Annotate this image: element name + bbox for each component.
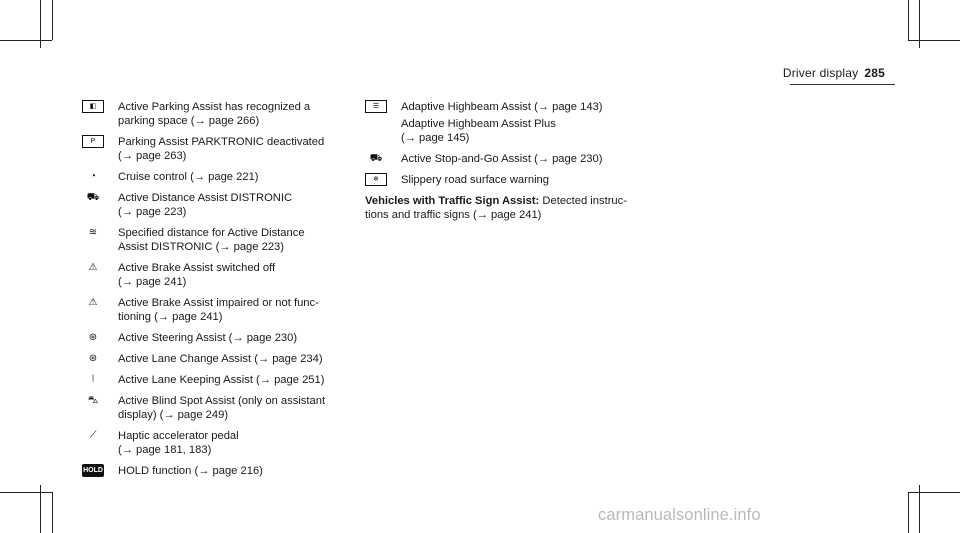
brake-assist-impaired-icon: ⚠	[88, 296, 98, 308]
hold-icon: HOLD	[82, 464, 104, 477]
lane-keeping-assist-icon: ⦚	[91, 373, 95, 385]
lane-change-assist-icon: ⊛	[88, 352, 98, 364]
list-item	[82, 191, 347, 219]
crop-mark	[908, 492, 909, 533]
entry-text: Haptic accelerator pedal (→ page 181, 183)	[118, 430, 239, 456]
section-title: Driver display	[782, 66, 859, 80]
traffic-sign-label: Vehicles with Traffic Sign Assist:	[365, 195, 540, 207]
list-item	[82, 464, 347, 478]
slippery-road-icon: ❄	[365, 173, 387, 186]
blind-spot-assist-icon: ⛍	[87, 394, 99, 406]
page-number: 285	[864, 66, 885, 80]
haptic-pedal-icon: ⟋	[89, 429, 97, 441]
entry-text: Active Parking Assist has recognized a parking space (→ page 266)	[118, 101, 311, 127]
list-item	[82, 429, 347, 457]
entry-text: Active Brake Assist impaired or not func- tioning (→ page 241)	[118, 297, 319, 323]
crop-mark	[0, 492, 52, 493]
distronic-icon: ⛟	[86, 191, 100, 203]
entry-text: Specified distance for Active Distance Assist DISTRONIC (→ page 223)	[118, 227, 305, 253]
entry-text: Cruise control (→ page 221)	[118, 171, 259, 183]
crop-mark	[52, 0, 53, 40]
list-item	[82, 296, 347, 324]
entry-subtext: Adaptive Highbeam Assist Plus (→ page 145)	[401, 118, 556, 144]
list-item	[82, 261, 347, 289]
crop-mark	[908, 40, 960, 41]
entry-text: Active Stop-and-Go Assist (→ page 230)	[401, 153, 603, 165]
list-item	[82, 170, 347, 184]
list-item	[365, 152, 630, 166]
entry-text: Parking Assist PARKTRONIC deactivated (→ page 263)	[118, 136, 325, 162]
list-item	[82, 331, 347, 345]
list-item	[82, 373, 347, 387]
crop-mark	[908, 0, 909, 40]
header-rule	[790, 84, 895, 85]
list-item	[82, 226, 347, 254]
brake-assist-off-icon: ⚠	[88, 261, 98, 273]
list-item	[82, 135, 347, 163]
specified-distance-icon: ≋	[88, 226, 98, 238]
steering-assist-icon: ⊛	[88, 331, 98, 343]
list-item	[365, 100, 630, 145]
traffic-sign-text: Detected instruc-tions and traffic signs (→ page 241)	[365, 195, 627, 221]
entry-text: HOLD function (→ page 216)	[118, 465, 263, 477]
crop-mark	[52, 492, 53, 533]
entry-text: Slippery road surface warning	[401, 174, 549, 186]
entry-text: Active Distance Assist DISTRONIC (→ page 223)	[118, 192, 293, 218]
adaptive-highbeam-icon: ☰	[365, 100, 387, 113]
page-header	[783, 66, 885, 80]
cruise-control-icon: ◔	[89, 170, 97, 182]
list-item	[82, 352, 347, 366]
list-item	[82, 394, 347, 422]
list-item	[365, 173, 630, 187]
crop-mark	[908, 492, 960, 493]
watermark: carmanualsonline.info	[598, 506, 761, 524]
entry-text: Adaptive Highbeam Assist (→ page 143)	[401, 101, 603, 113]
list-item	[82, 100, 347, 128]
entry-text: Active Steering Assist (→ page 230)	[118, 332, 298, 344]
entry-text: Active Blind Spot Assist (only on assistant display) (→ page 249)	[118, 395, 326, 421]
crop-mark	[0, 40, 52, 41]
left-column	[82, 100, 347, 485]
parking-assist-recognized-icon: ◧	[82, 100, 104, 113]
entry-text: Active Lane Change Assist (→ page 234)	[118, 353, 323, 365]
entry-text: Active Brake Assist switched off (→ page 241)	[118, 262, 276, 288]
right-column	[365, 100, 630, 222]
entry-text: Active Lane Keeping Assist (→ page 251)	[118, 374, 325, 386]
parktronic-off-icon: P	[82, 135, 104, 148]
traffic-sign-note	[365, 194, 630, 222]
stop-and-go-icon: ⛟	[369, 152, 383, 164]
